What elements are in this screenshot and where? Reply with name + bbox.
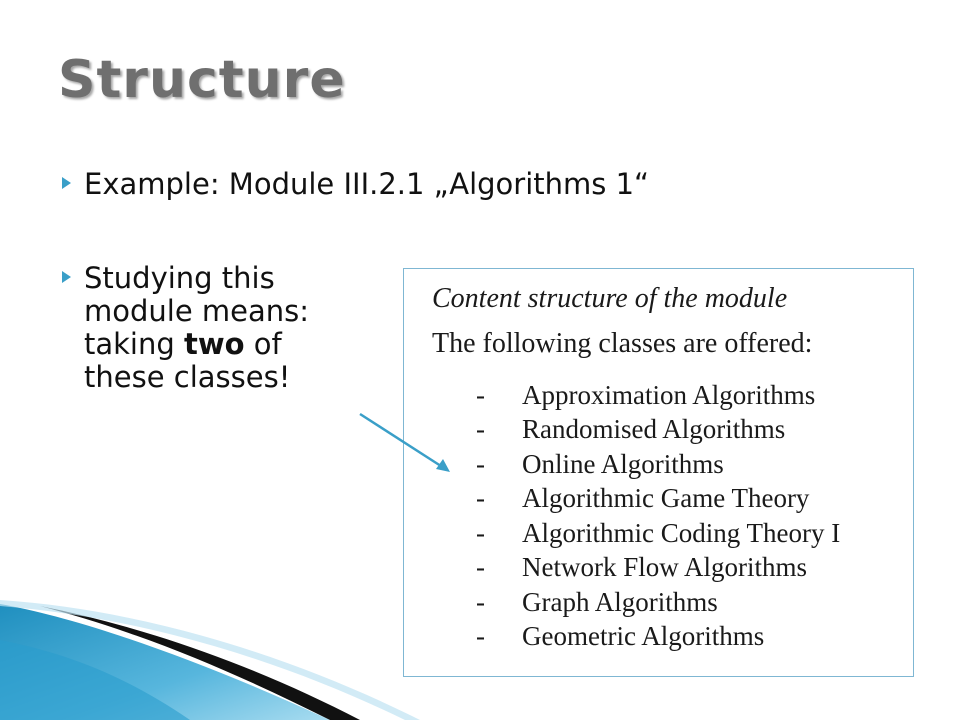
class-item-dash: -: [476, 448, 485, 479]
class-item-label: Approximation Algorithms: [522, 379, 816, 410]
class-item-label: Geometric Algorithms: [522, 621, 765, 652]
class-item-label: Online Algorithms: [522, 448, 724, 479]
bullet-studying-emphasis: two: [184, 327, 245, 361]
class-item-label: Randomised Algorithms: [522, 414, 786, 445]
page-title: Structure: [58, 50, 346, 110]
content-structure-intro: The following classes are offered:: [432, 328, 813, 359]
class-item-dash: -: [476, 379, 485, 410]
bullet-example-text: Example: Module III.2.1 „Algorithms 1“: [84, 167, 650, 201]
class-item-label: Algorithmic Game Theory: [522, 483, 810, 514]
class-item-dash: -: [476, 483, 485, 514]
content-structure-heading: Content structure of the module: [432, 283, 788, 314]
class-item-dash: -: [476, 414, 485, 445]
bullet-studying-post: of these classes!: [84, 327, 291, 394]
class-item-dash: -: [476, 552, 485, 583]
class-item-label: Network Flow Algorithms: [522, 552, 808, 583]
class-item-label: Graph Algorithms: [522, 586, 718, 617]
class-item-dash: -: [476, 517, 485, 548]
class-item-dash: -: [476, 621, 485, 652]
class-item-dash: -: [476, 586, 485, 617]
bullet-studying-pre: Studying this module means: taking: [84, 261, 310, 361]
class-item-label: Algorithmic Coding Theory I: [522, 517, 841, 548]
